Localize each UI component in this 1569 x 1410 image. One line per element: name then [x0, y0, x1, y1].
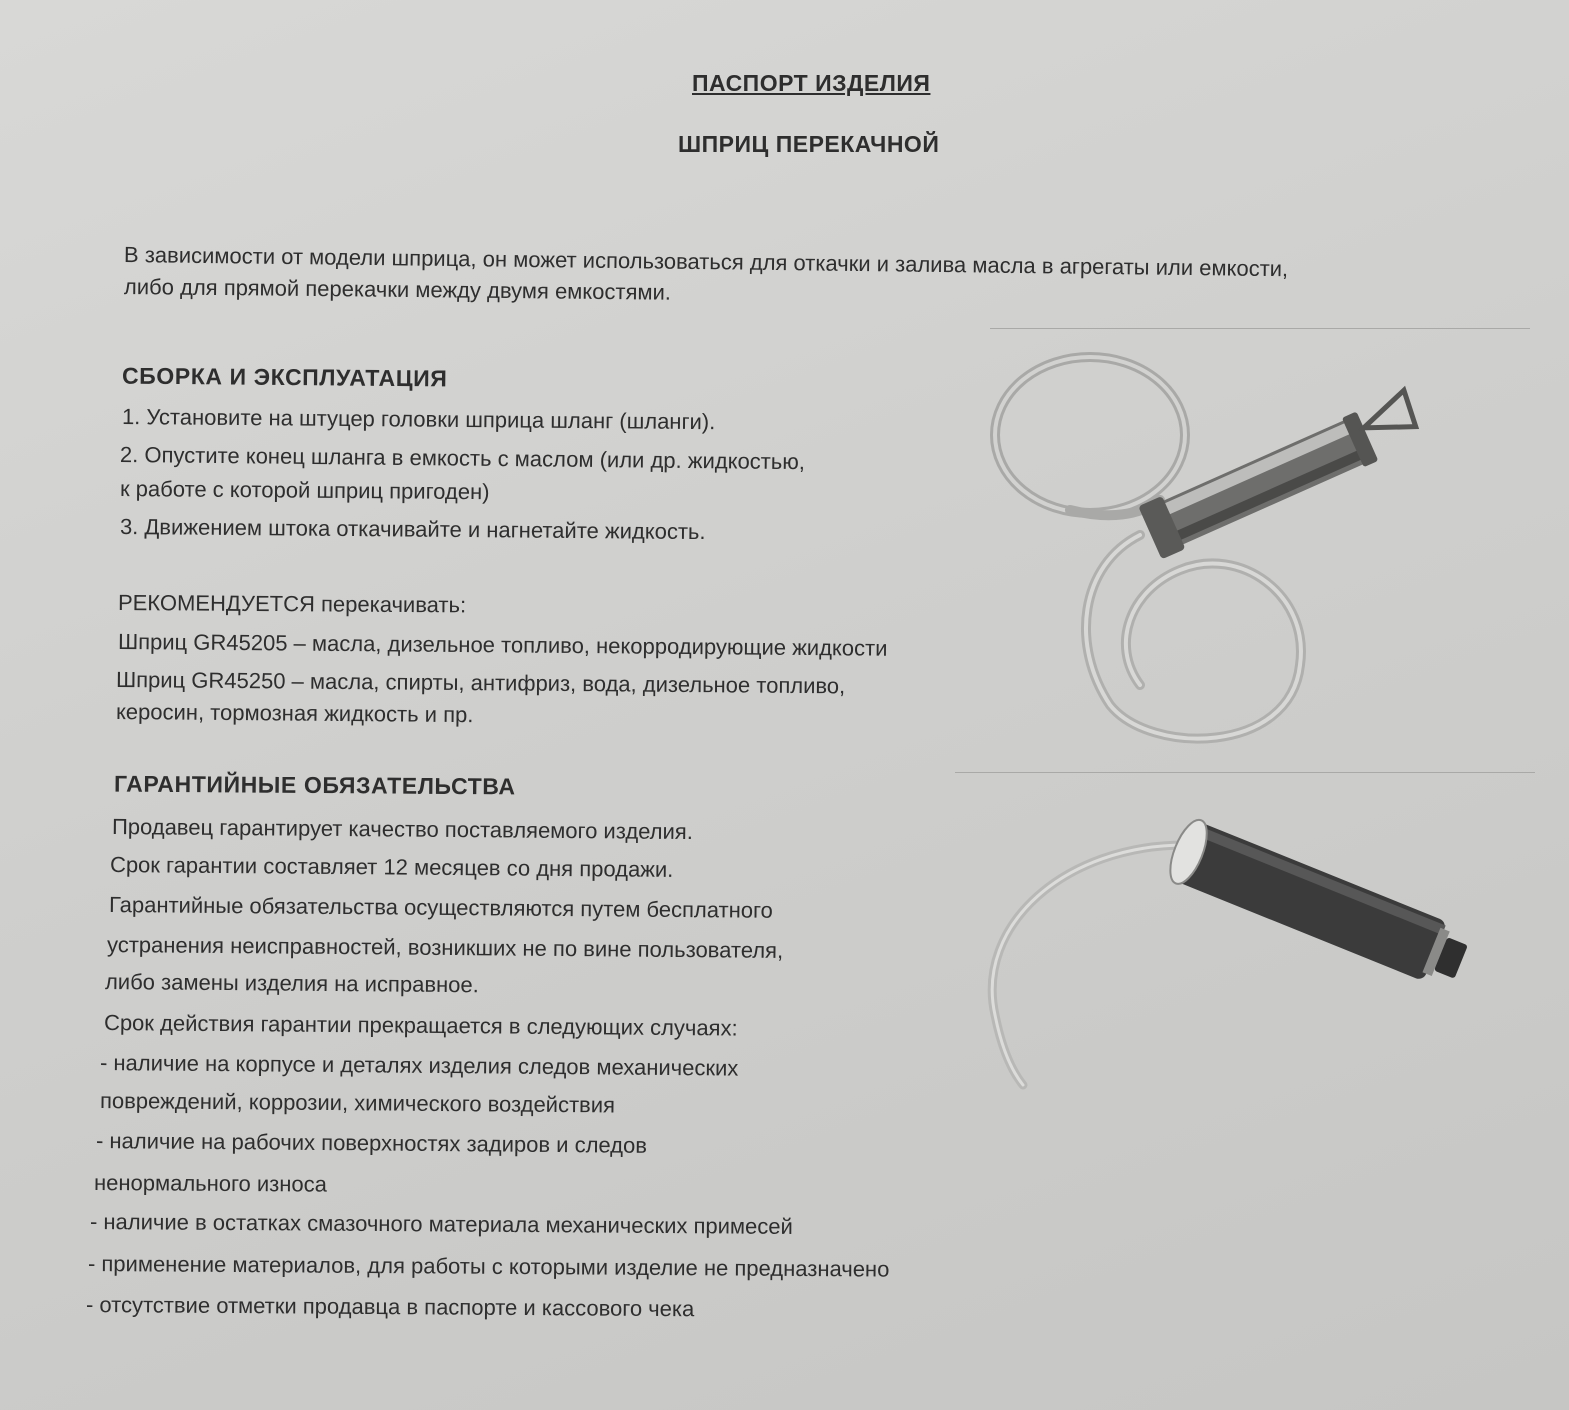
warranty-line-2: Срок гарантии составляет 12 месяцев со дня продажи. — [109, 852, 674, 882]
assembly-step-2: 2. Опустите конец шланга в емкость с маслом (или др. жидкостью, — [119, 442, 806, 475]
warranty-heading: ГАРАНТИЙНЫЕ ОБЯЗАТЕЛЬСТВА — [113, 770, 516, 800]
divider-top — [990, 328, 1530, 329]
assembly-step-1: 1. Установите на штуцер головки шприца шланг (шланги). — [121, 404, 716, 435]
divider-middle — [955, 772, 1535, 773]
recommended-lead: РЕКОМЕНДУЕТСЯ перекачивать: — [117, 590, 467, 618]
syringe-photo-metal — [990, 345, 1470, 755]
syringe-body-dark — [1163, 815, 1474, 993]
warranty-line-3: Гарантийные обязательства осуществляются путем бесплатного — [108, 892, 773, 923]
recommended-line-3: керосин, тормозная жидкость и пр. — [115, 699, 474, 728]
assembly-step-3: 3. Движением штока откачивайте и нагнетайте жидкость. — [119, 514, 706, 545]
warranty-line-8: повреждений, коррозии, химического воздействия — [99, 1088, 616, 1118]
intro-line-2: либо для прямой перекачки между двумя емкостями. — [123, 274, 672, 305]
syringe-photo-dark — [975, 815, 1485, 1095]
recommended-line-2: Шприц GR45250 – масла, спирты, антифриз, вода, дизельное топливо, — [115, 667, 846, 699]
warranty-line-4: устранения неисправностей, возникших не по вине пользователя, — [106, 932, 784, 963]
warranty-line-13: - отсутствие отметки продавца в паспорте и кассового чека — [85, 1292, 695, 1322]
warranty-line-1: Продавец гарантирует качество поставляемого изделия. — [111, 814, 693, 845]
intro-line-1: В зависимости от модели шприца, он может использоваться для откачки и залива масла в агрегаты или емкости, — [123, 242, 1289, 282]
document-title: ПАСПОРТ ИЗДЕЛИЯ — [692, 70, 931, 96]
document-subtitle: ШПРИЦ ПЕРЕКАЧНОЙ — [678, 131, 940, 157]
warranty-line-12: - применение материалов, для работы с которыми изделие не предназначено — [87, 1251, 890, 1282]
assembly-step-2-cont: к работе с которой шприц пригоден) — [119, 476, 490, 505]
warranty-line-9: - наличие на рабочих поверхностях задиров и следов — [95, 1128, 648, 1158]
warranty-line-7: - наличие на корпусе и деталях изделия следов механических — [99, 1050, 739, 1081]
warranty-line-11: - наличие в остатках смазочного материала механических примесей — [89, 1209, 793, 1239]
assembly-heading: СБОРКА И ЭКСПЛУАТАЦИЯ — [121, 362, 448, 392]
warranty-line-10: ненормального износа — [93, 1170, 328, 1197]
warranty-line-5: либо замены изделия на исправное. — [104, 969, 479, 998]
recommended-line-1: Шприц GR45205 – масла, дизельное топливо, некорродирующие жидкости — [117, 629, 888, 661]
hose-curved — [992, 845, 1185, 1085]
warranty-line-6: Срок действия гарантии прекращается в следующих случаях: — [103, 1010, 738, 1041]
